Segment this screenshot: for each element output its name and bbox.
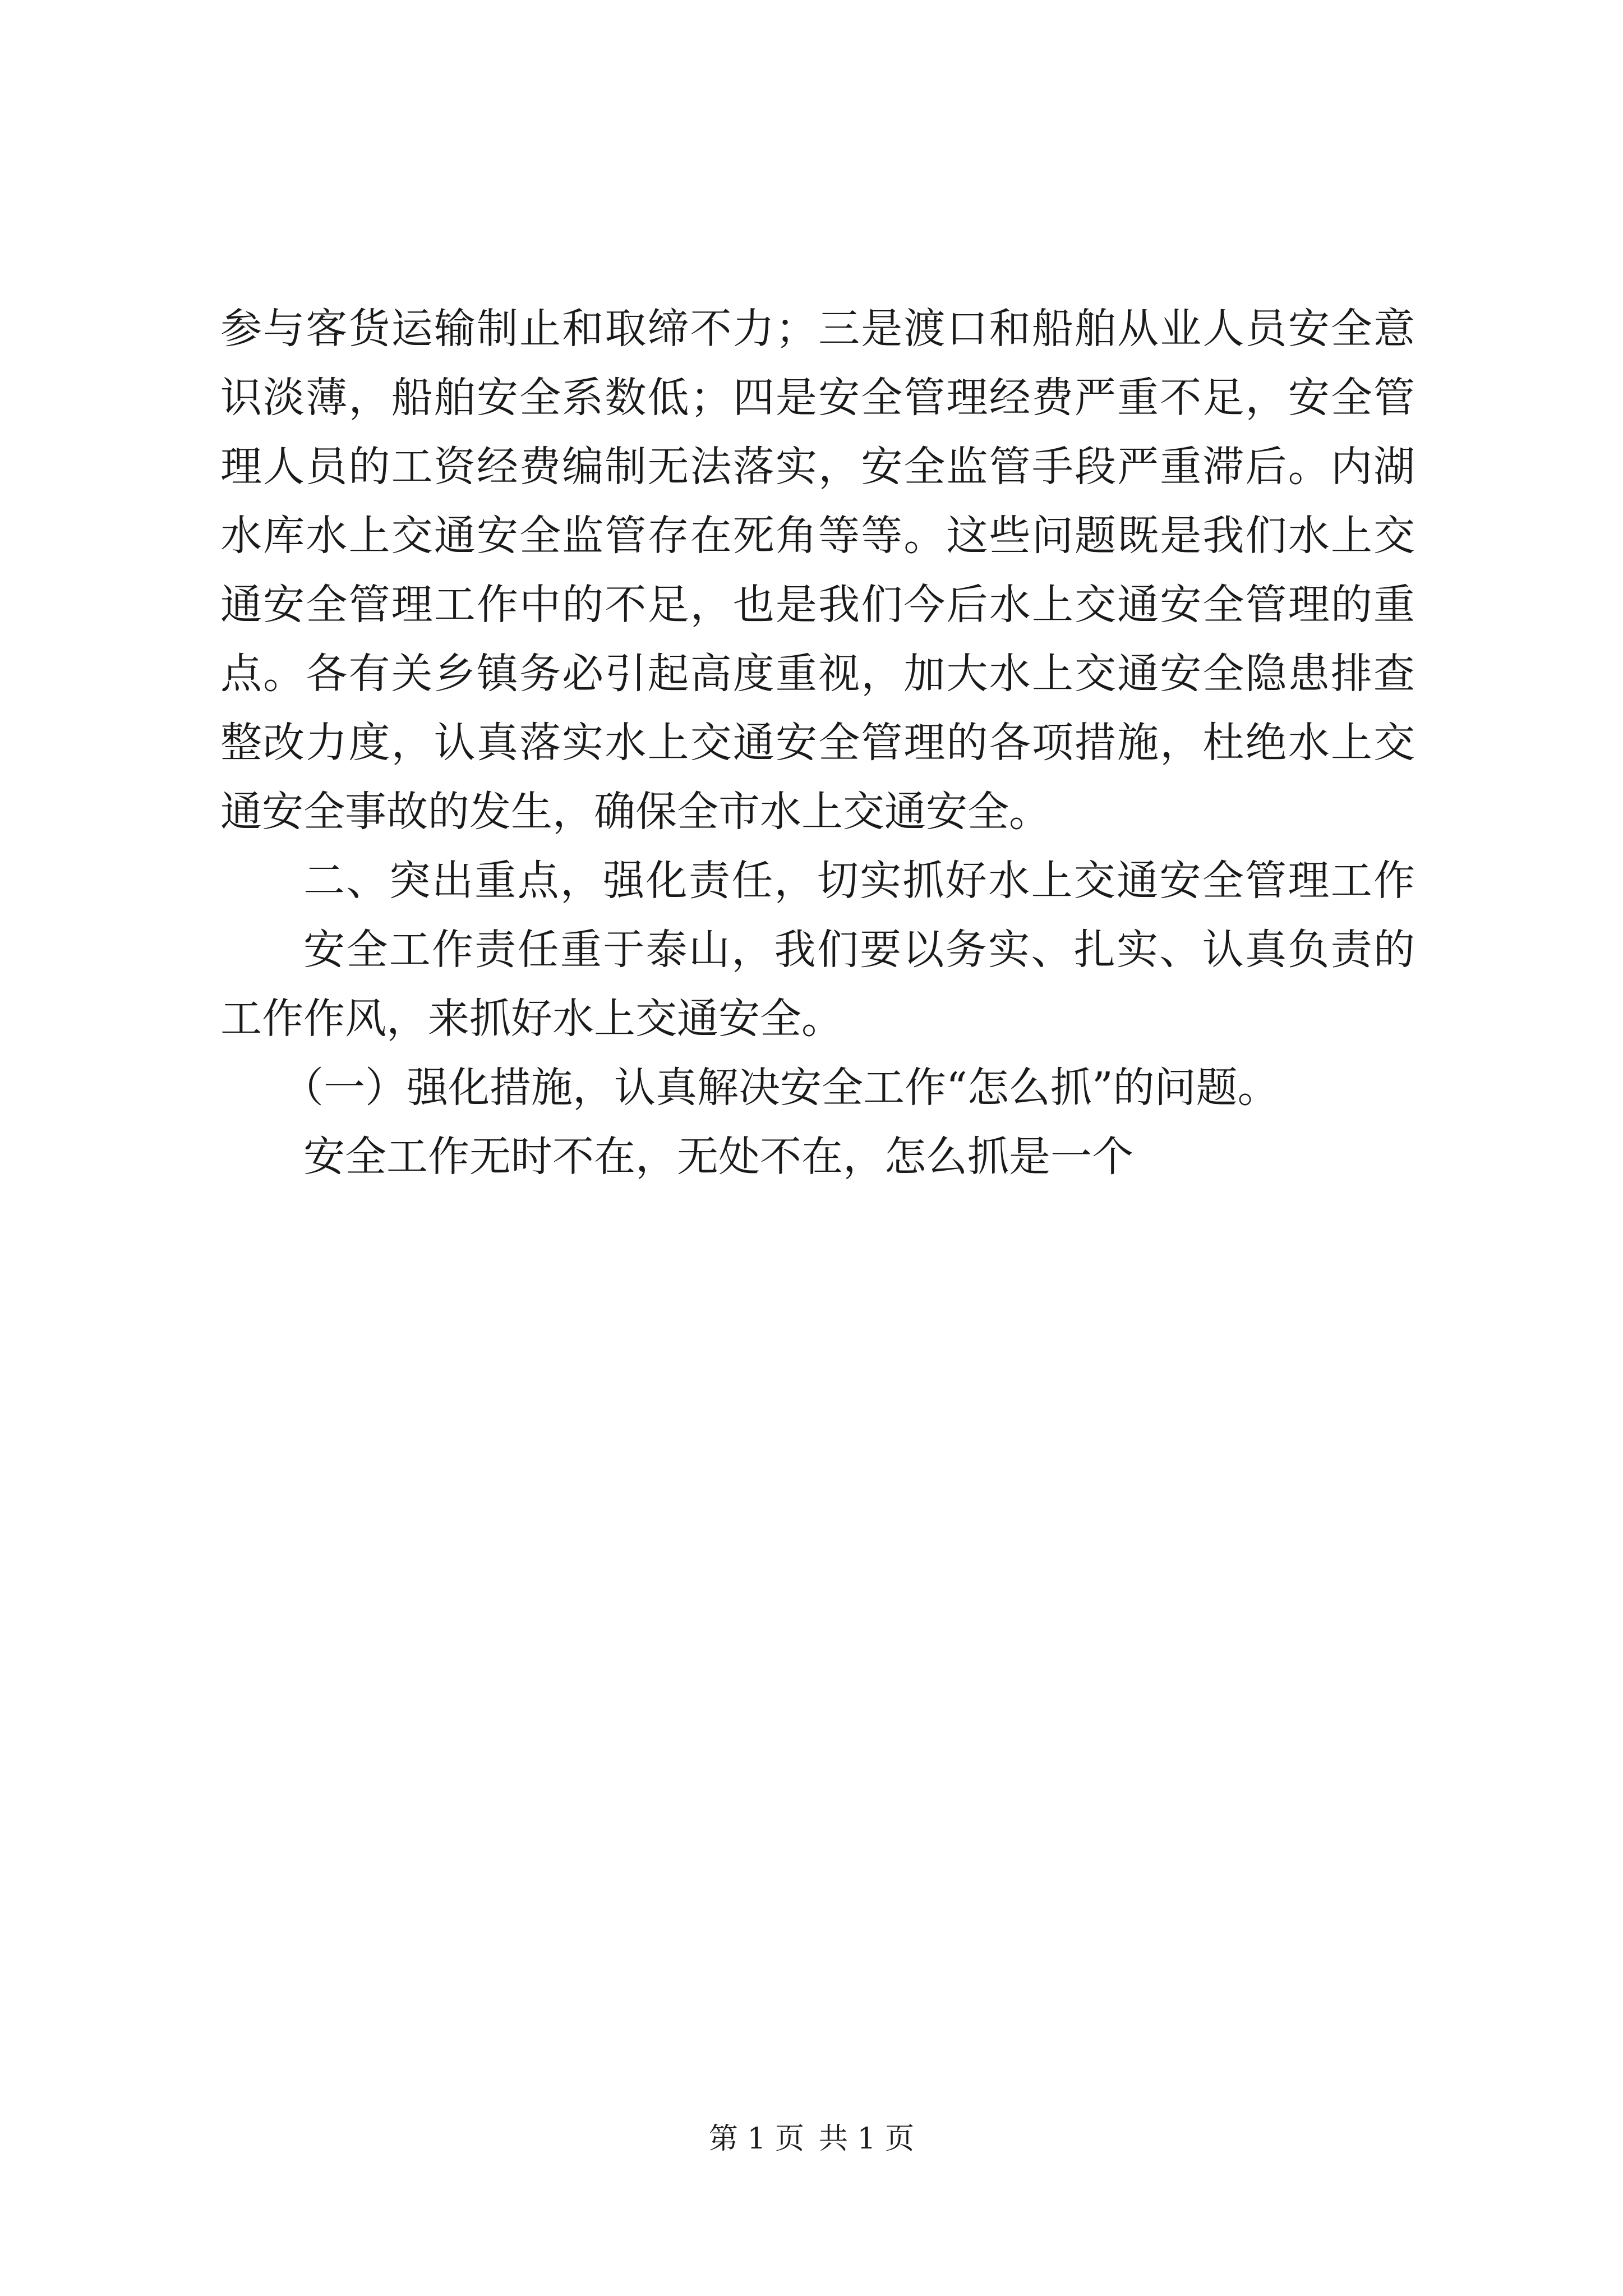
paragraph-line: 通安全事故的发生，确保全市水上交通安全。 — [220, 788, 1050, 836]
page-number: 第 1 页 — [708, 2122, 804, 2156]
paragraph-line: 工作作风，来抓好水上交通安全。 — [220, 995, 843, 1043]
section-heading: 二、突出重点，强化责任，切实抓好水上交通安全管理工作 — [303, 857, 1415, 905]
page-footer — [0, 2119, 1623, 2159]
paragraph-line: 参与客货运输制止和取缔不力；三是渡口和船舶从业人员安全意 — [220, 305, 1415, 353]
page-total: 共 1 页 — [819, 2122, 915, 2156]
paragraph-line: 安全工作无时不在，无处不在，怎么抓是一个 — [303, 1133, 1133, 1181]
paragraph-line: 安全工作责任重于泰山，我们要以务实、扎实、认真负责的 — [303, 926, 1415, 974]
subsection-heading: （一）强化措施，认真解决安全工作“怎么抓”的问题。 — [282, 1064, 1279, 1112]
paragraph-line: 水库水上交通安全监管存在死角等等。这些问题既是我们水上交 — [220, 512, 1415, 560]
paragraph-line: 识淡薄，船舶安全系数低；四是安全管理经费严重不足，安全管 — [220, 374, 1415, 422]
paragraph-line: 整改力度，认真落实水上交通安全管理的各项措施，杜绝水上交 — [220, 719, 1415, 767]
paragraph-line: 点。各有关乡镇务必引起高度重视，加大水上交通安全隐患排查 — [220, 650, 1415, 698]
document-body — [220, 295, 1415, 1191]
paragraph-line: 通安全管理工作中的不足，也是我们今后水上交通安全管理的重 — [220, 581, 1415, 629]
paragraph-line: 理人员的工资经费编制无法落实，安全监管手段严重滞后。内湖 — [220, 443, 1415, 491]
